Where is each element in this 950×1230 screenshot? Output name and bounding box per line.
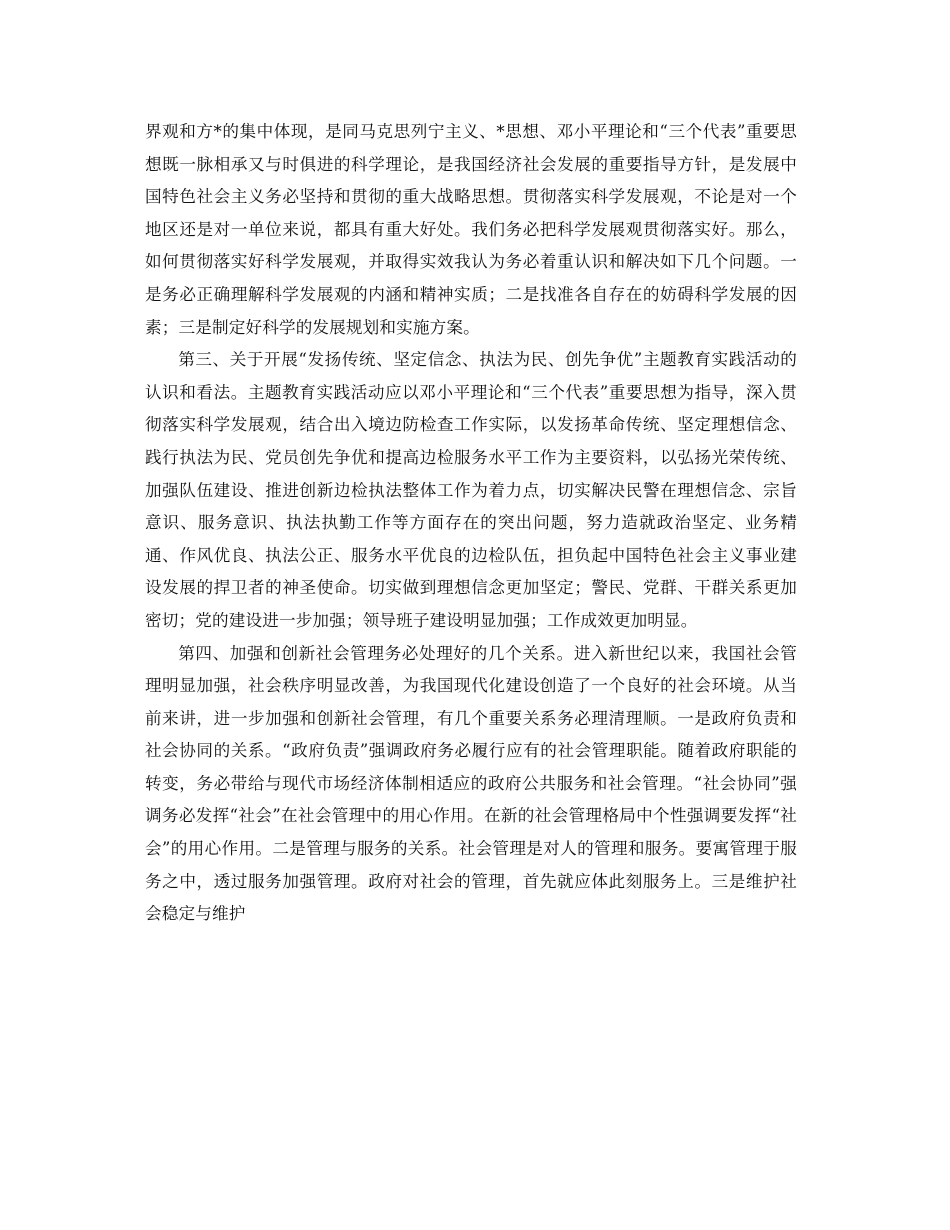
- paragraph-1: 界观和方*的集中体现，是同马克思列宁主义、*思想、邓小平理论和“三个代表”重要思想既一脉相承又与时俱进的科学理论，是我国经济社会发展的重要指导方针，是发展中国特色社会主义务必坚持和贯彻的重大战略思想。贯彻落实科学发展观，不论是对一个地区还是对一单位来说，都具有重大好处。我们务必把科学发展观贯彻落实好。那么，如何贯彻落实好科学发展观，并取得实效我认为务必着重认识和解决如下几个问题。一是务必正确理解科学发展观的内涵和精神实质；二是找准各自存在的妨碍科学发展的因素；三是制定好科学的发展规划和实施方案。: [145, 122, 797, 337]
- paragraph-2: 第三、关于开展“发扬传统、坚定信念、执法为民、创先争优”主题教育实践活动的认识和看法。主题教育实践活动应以邓小平理论和“三个代表”重要思想为指导，深入贯彻落实科学发展观，结合出入境边防检查工作实际，以发扬革命传统、坚定理想信念、践行执法为民、党员创先争优和提高边检服务水平工作为主要资料，以弘扬光荣传统、加强队伍建设、推进创新边检执法整体工作为着力点，切实解决民警在理想信念、宗旨意识、服务意识、执法执勤工作等方面存在的突出问题，努力造就政治坚定、业务精通、作风优良、执法公正、服务水平优良的边检队伍，担负起中国特色社会主义事业建设发展的捍卫者的神圣使命。切实做到理想信念更加坚定；警民、党群、干群关系更加密切；党的建设进一步加强；领导班子建设明显加强；工作成效更加明显。: [145, 350, 797, 630]
- paragraph-3: 第四、加强和创新社会管理务必处理好的几个关系。进入新世纪以来，我国社会管理明显加强，社会秩序明显改善，为我国现代化建设创造了一个良好的社会环境。从当前来讲，进一步加强和创新社会管理，有几个重要关系务必理清理顺。一是政府负责和社会协同的关系。“政府负责”强调政府务必履行应有的社会管理职能。随着政府职能的转变，务必带给与现代市场经济体制相适应的政府公共服务和社会管理。“社会协同”强调务必发挥“社会”在社会管理中的用心作用。在新的社会管理格局中个性强调要发挥“社会”的用心作用。二是管理与服务的关系。社会管理是对人的管理和服务。要寓管理于服务之中，透过服务加强管理。政府对社会的管理，首先就应体此刻服务上。三是维护社会稳定与维护: [145, 643, 797, 924]
- document-body: [145, 116, 797, 931]
